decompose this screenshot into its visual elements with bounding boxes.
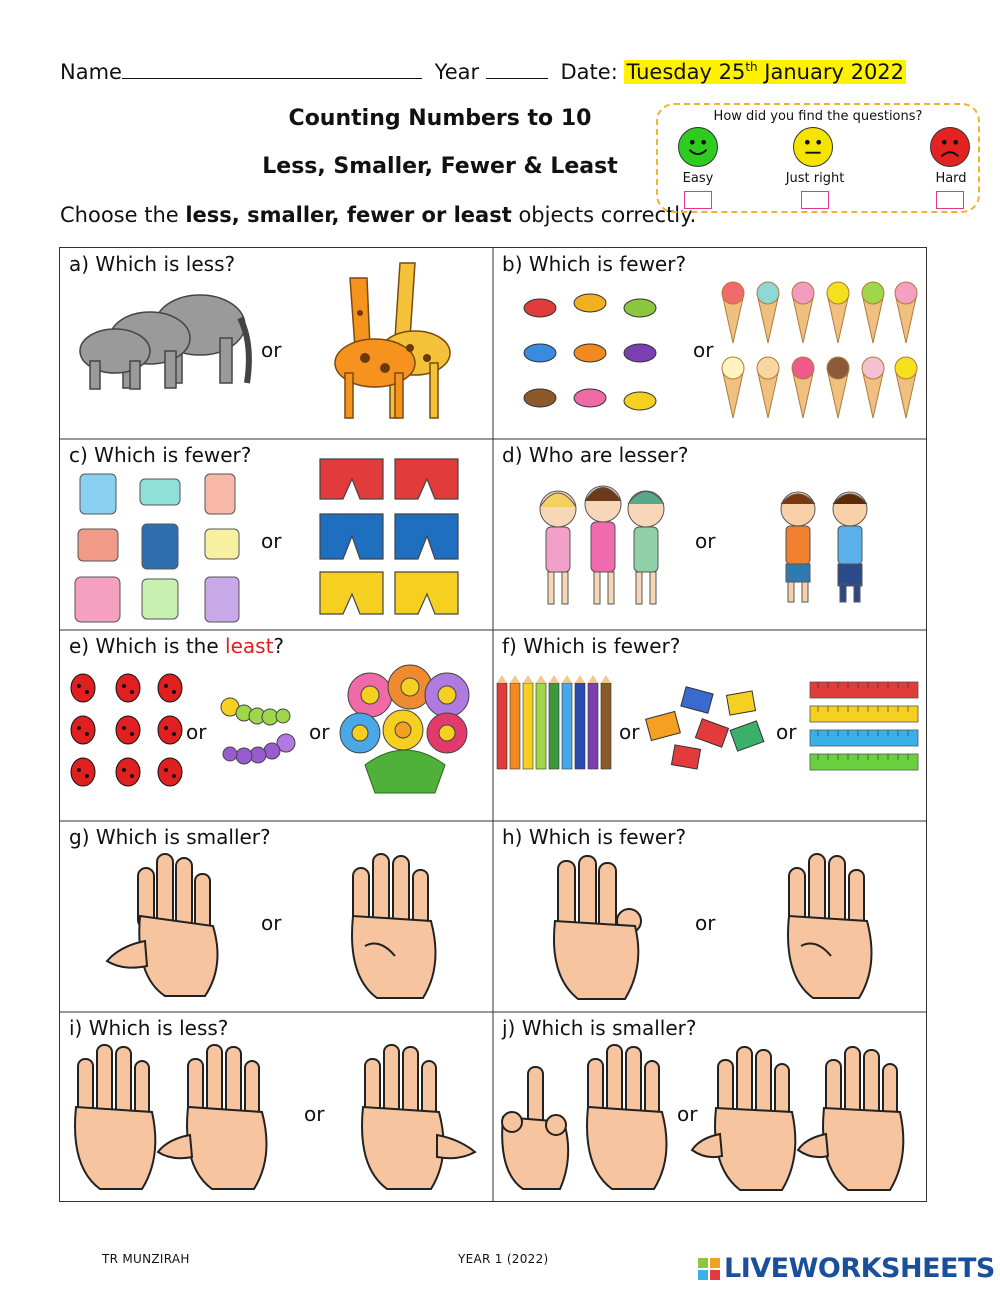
date-value: Tuesday 25th January 2022 bbox=[626, 60, 905, 84]
ladybugs-option[interactable] bbox=[68, 670, 188, 790]
question-c-text: c) Which is fewer? bbox=[69, 443, 252, 467]
question-d-text: d) Who are lesser? bbox=[502, 443, 689, 467]
flowers-option[interactable] bbox=[335, 665, 475, 795]
or-label: or bbox=[693, 338, 714, 362]
caterpillars-option[interactable] bbox=[218, 685, 300, 770]
candies-option[interactable] bbox=[515, 283, 675, 428]
baby-clothes-option[interactable] bbox=[70, 469, 240, 624]
just-right-checkbox[interactable] bbox=[801, 191, 829, 209]
neutral-face-icon bbox=[793, 127, 833, 167]
question-e-text: e) Which is the least? bbox=[69, 634, 285, 658]
or-label: or bbox=[677, 1102, 698, 1126]
question-c bbox=[60, 439, 493, 630]
question-j bbox=[493, 1012, 926, 1203]
sharpeners-option[interactable] bbox=[643, 685, 773, 775]
question-b-text: b) Which is fewer? bbox=[502, 252, 687, 276]
question-a bbox=[60, 248, 493, 439]
question-e bbox=[60, 630, 493, 821]
four-fingers-option[interactable] bbox=[335, 846, 465, 1006]
or-label: or bbox=[304, 1102, 325, 1126]
question-h-text: h) Which is fewer? bbox=[502, 825, 687, 849]
question-i-text: i) Which is less? bbox=[69, 1016, 229, 1040]
or-label: or bbox=[186, 720, 207, 744]
giraffes-option[interactable] bbox=[315, 253, 465, 423]
four-fingers-option[interactable] bbox=[771, 846, 901, 1006]
question-grid bbox=[59, 247, 927, 1202]
elephants-option[interactable] bbox=[75, 283, 255, 393]
or-label: or bbox=[695, 911, 716, 935]
or-label: or bbox=[776, 720, 797, 744]
liveworksheets-brand: LIVEWORKSHEETS bbox=[724, 1253, 995, 1284]
pencils-option[interactable] bbox=[495, 675, 613, 770]
instruction: Choose the less, smaller, fewer or least objects correctly. bbox=[60, 203, 697, 227]
or-label: or bbox=[695, 529, 716, 553]
question-j-text: j) Which is smaller? bbox=[502, 1016, 697, 1040]
girls-option[interactable] bbox=[528, 479, 678, 609]
five-fingers-option[interactable] bbox=[105, 846, 245, 1006]
feedback-question: How did you find the questions? bbox=[713, 109, 923, 124]
six-fingers-option[interactable] bbox=[498, 1037, 683, 1197]
question-g-text: g) Which is smaller? bbox=[69, 825, 271, 849]
sad-face-icon bbox=[930, 127, 970, 167]
page-title: Counting Numbers to 10 bbox=[288, 106, 592, 131]
nine-fingers-option[interactable] bbox=[70, 1037, 295, 1197]
easy-checkbox[interactable] bbox=[684, 191, 712, 209]
boys-option[interactable] bbox=[768, 484, 883, 604]
liveworksheets-logo-icon bbox=[698, 1258, 720, 1280]
ice-creams-option[interactable] bbox=[718, 278, 918, 423]
year-label: Year bbox=[434, 60, 480, 84]
just-right-label: Just right bbox=[785, 171, 845, 186]
three-fingers-option[interactable] bbox=[543, 851, 658, 1006]
happy-face-icon bbox=[678, 127, 718, 167]
five-fingers-option[interactable] bbox=[355, 1037, 480, 1197]
question-b bbox=[493, 248, 926, 439]
page-subtitle: Less, Smaller, Fewer & Least bbox=[262, 154, 618, 179]
footer-author: TR MUNZIRAH bbox=[102, 1252, 190, 1266]
question-f-text: f) Which is fewer? bbox=[502, 634, 681, 658]
name-label: Name bbox=[60, 60, 122, 84]
or-label: or bbox=[619, 720, 640, 744]
ten-fingers-option[interactable] bbox=[698, 1042, 923, 1197]
or-label: or bbox=[261, 338, 282, 362]
shorts-option[interactable] bbox=[315, 454, 465, 619]
header-line bbox=[60, 60, 906, 84]
name-blank[interactable] bbox=[122, 60, 422, 79]
question-i bbox=[60, 1012, 493, 1203]
easy-label: Easy bbox=[682, 171, 714, 186]
or-label: or bbox=[261, 529, 282, 553]
or-label: or bbox=[309, 720, 330, 744]
date-label: Date: bbox=[560, 60, 618, 84]
hard-label: Hard bbox=[935, 171, 967, 186]
question-d bbox=[493, 439, 926, 630]
question-f bbox=[493, 630, 926, 821]
rulers-option[interactable] bbox=[808, 680, 920, 770]
footer-year: YEAR 1 (2022) bbox=[458, 1252, 549, 1266]
feedback-box bbox=[656, 103, 980, 213]
hard-checkbox[interactable] bbox=[936, 191, 964, 209]
question-h bbox=[493, 821, 926, 1012]
question-g bbox=[60, 821, 493, 1012]
or-label: or bbox=[261, 911, 282, 935]
question-a-text: a) Which is less? bbox=[69, 252, 236, 276]
year-blank[interactable] bbox=[486, 60, 548, 79]
